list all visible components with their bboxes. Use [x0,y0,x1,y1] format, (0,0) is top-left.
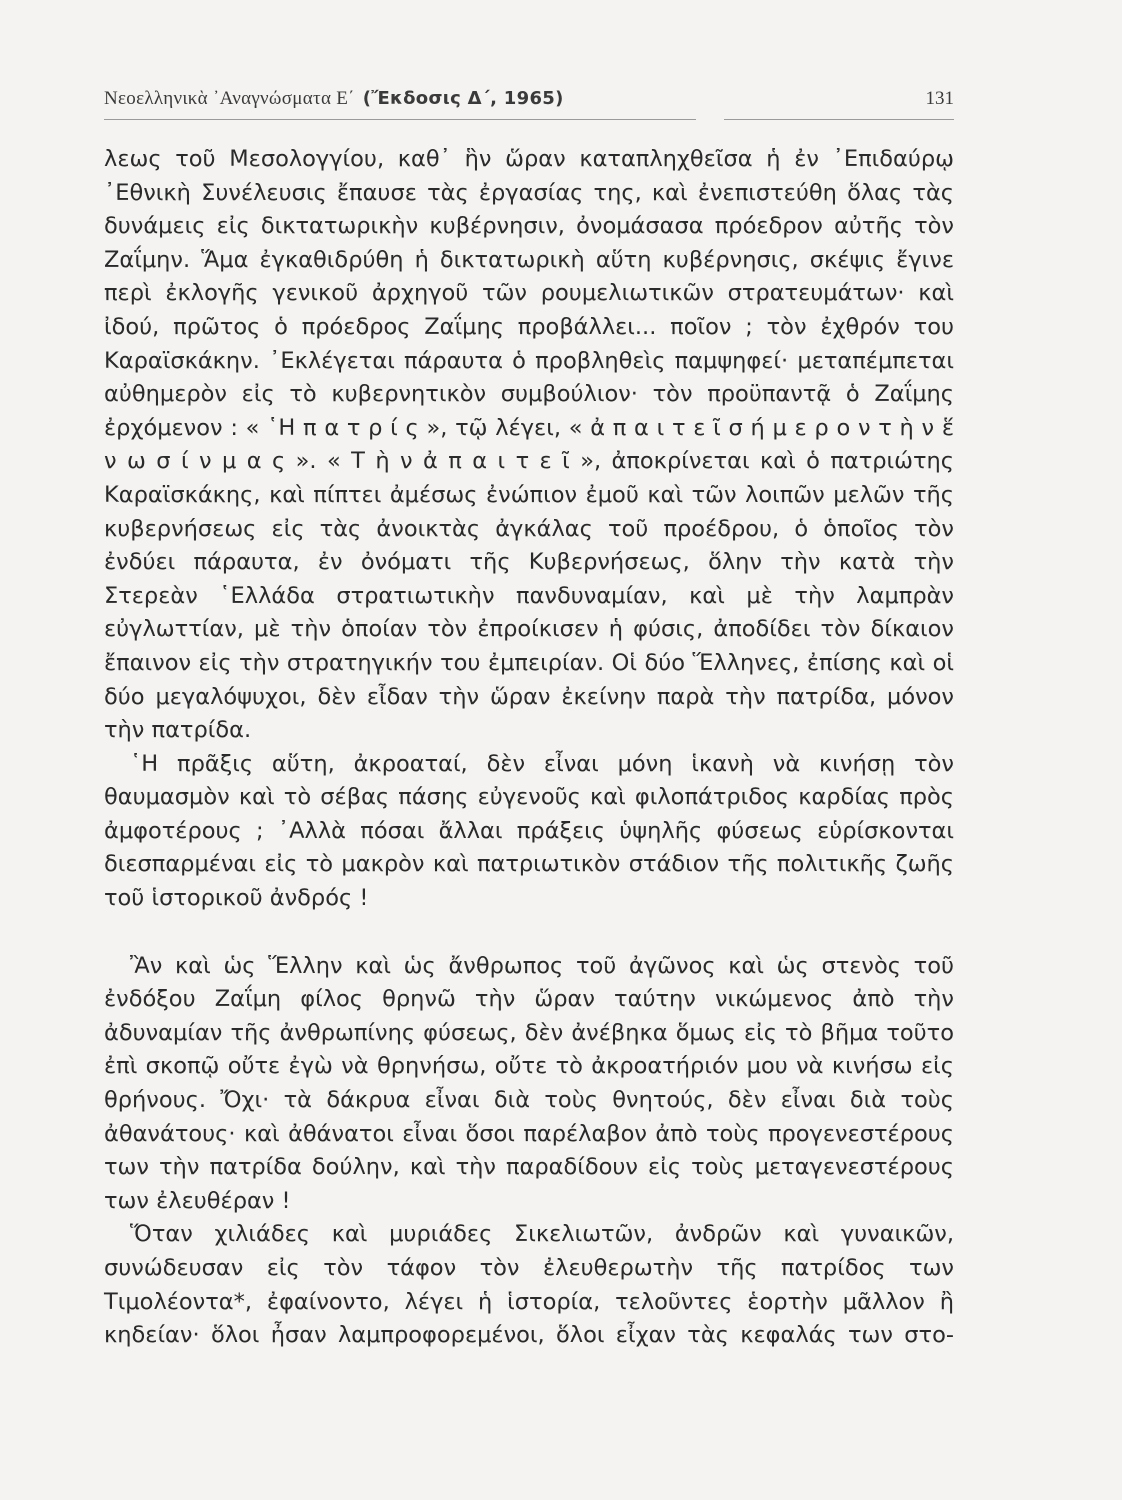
edition-info: (Ἔκδοσις Δ΄, 1965) [362,88,564,109]
running-header [104,88,954,116]
header-rule-right [724,119,954,120]
header-title [104,88,564,110]
body-text [104,143,954,1353]
paragraph-continuation: λεως τοῦ Μεσολογγίου, καθ᾽ ἣν ὥραν καταπληχθεῖσα ἡ ἐν ᾿Επιδαύρῳ ᾿Εθνικὴ Συνέλευσις ἔπαυσε τὰς ἐργασίας της, καὶ ἐνεπιστεύθη ὅλας τὰς δυνάμεις εἰς δικτατωρικὴν κυβέρνησιν, ὀνομάσασα πρόεδρον αὐτῆς τὸν Ζαΐμην. Ἅμα ἐγκαθιδρύθη ἡ δικτατωρικὴ αὕτη κυβέρνησις, σκέψις ἔγινε περὶ ἐκλογῆς γενικοῦ ἀρχηγοῦ τῶν ρουμελιωτικῶν στρατευμάτων· καὶ ἰδού, πρῶτος ὁ πρόεδρος Ζαΐμης προβάλλει... ποῖον ; τὸν ἐχθρόν του Καραϊσκάκην. ᾿Εκλέγεται πάραυτα ὁ προβληθεὶς παμψηφεί· μεταπέμπεται αὐθημερὸν εἰς τὸ κυβερνητικὸν συμβούλιον· τὸν προϋπαντᾷ ὁ Ζαΐμης ἐρχόμενον : « ῾Η π α τ ρ ί ς », τῷ λέγει, « ἀ π α ι τ ε ῖ σ ή μ ε ρ ο ν τ ὴ ν ἕ ν ω σ ί ν μ α ς ». « Τ ὴ ν ἀ π α ι τ ε ῖ », ἀποκρίνεται καὶ ὁ πατριώτης Καραϊσκάκης, καὶ πίπτει ἀμέσως ἐνώπιον ἐμοῦ καὶ τῶν λοιπῶν μελῶν τῆς κυβερνήσεως εἰς τὰς ἀνοικτὰς ἀγκάλας τοῦ προέδρου, ὁ ὁποῖος τὸν ἐνδύει πάραυτα, ἐν ὀνόματι τῆς Κυβερνήσεως, ὅλην τὴν κατὰ τὴν Στερεὰν ῾Ελλάδα στρατιωτικὴν πανδυναμίαν, καὶ μὲ τὴν λαμπρὰν εὐγλωττίαν, μὲ τὴν ὁποίαν τὸν ἐπροίκισεν ἡ φύσις, ἀποδίδει τὸν δίκαιον ἔπαινον εἰς τὴν στρατηγικήν του ἐμπειρίαν. Οἱ δύο Ἕλληνες, ἐπίσης καὶ οἱ δύο μεγαλόψυχοι, δὲν εἶδαν τὴν ὥραν ἐκείνην παρὰ τὴν πατρίδα, μόνον τὴν πατρίδα. [104,146,954,744]
paragraph: Ἂν καὶ ὡς Ἕλλην καὶ ὡς ἄνθρωπος τοῦ ἀγῶνος καὶ ὡς στενὸς τοῦ ἐνδόξου Ζαΐμη φίλος θρηνῶ τὴν ὥραν ταύτην νικώμενος ἀπὸ τὴν ἀδυναμίαν τῆς ἀνθρωπίνης φύσεως, δὲν ἀνέβηκα ὅμως εἰς τὸ βῆμα τοῦτο ἐπὶ σκοπῷ οὔτε ἐγὼ νὰ θρηνήσω, οὔτε τὸ ἀκροατήριόν μου νὰ κινήσω εἰς θρήνους. Ὄχι· τὰ δάκρυα εἶναι διὰ τοὺς θνητούς, δὲν εἶναι διὰ τοὺς ἀθανάτους· καὶ ἀθάνατοι εἶναι ὅσοι παρέλαβον ἀπὸ τοὺς προγενεστέρους των τὴν πατρίδα δούλην, καὶ τὴν παραδίδουν εἰς τοὺς μεταγενεστέρους των ἐλευθέραν ! [104,952,954,1214]
paragraph: Ὅταν χιλιάδες καὶ μυριάδες Σικελιωτῶν, ἀνδρῶν καὶ γυναικῶν, συνώδευσαν εἰς τὸν τάφον τὸν ἐλευθερωτὴν τῆς πατρίδος των Τιμολέοντα*, ἐφαίνοντο, λέγει ἡ ἱστορία, τελοῦντες ἑορτὴν μᾶλλον ἢ κηδείαν· ὅλοι ἦσαν λαμπροφορεμένοι, ὅλοι εἶχαν τὰς κεφαλάς των στο- [104,1221,954,1349]
page-number: 131 [925,88,954,109]
paragraph: ῾Η πρᾶξις αὕτη, ἀκροαταί, δὲν εἶναι μόνη ἱκανὴ νὰ κινήσῃ τὸν θαυμασμὸν καὶ τὸ σέβας πάσης εὐγενοῦς καὶ φιλοπάτριδος καρδίας πρὸς ἀμφοτέρους ; ᾿Αλλὰ πόσαι ἄλλαι πράξεις ὑψηλῆς φύσεως εὑρίσκονται διεσπαρμέναι εἰς τὸ μακρὸν καὶ πατριωτικὸν στάδιον τῆς πολιτικῆς ζωῆς τοῦ ἱστορικοῦ ἀνδρός ! [104,750,954,912]
series-title: Νεοελληνικὰ ᾿Αναγνώσματα Ε΄ [104,88,355,109]
header-rule-left [104,119,696,120]
section-gap [104,916,954,950]
